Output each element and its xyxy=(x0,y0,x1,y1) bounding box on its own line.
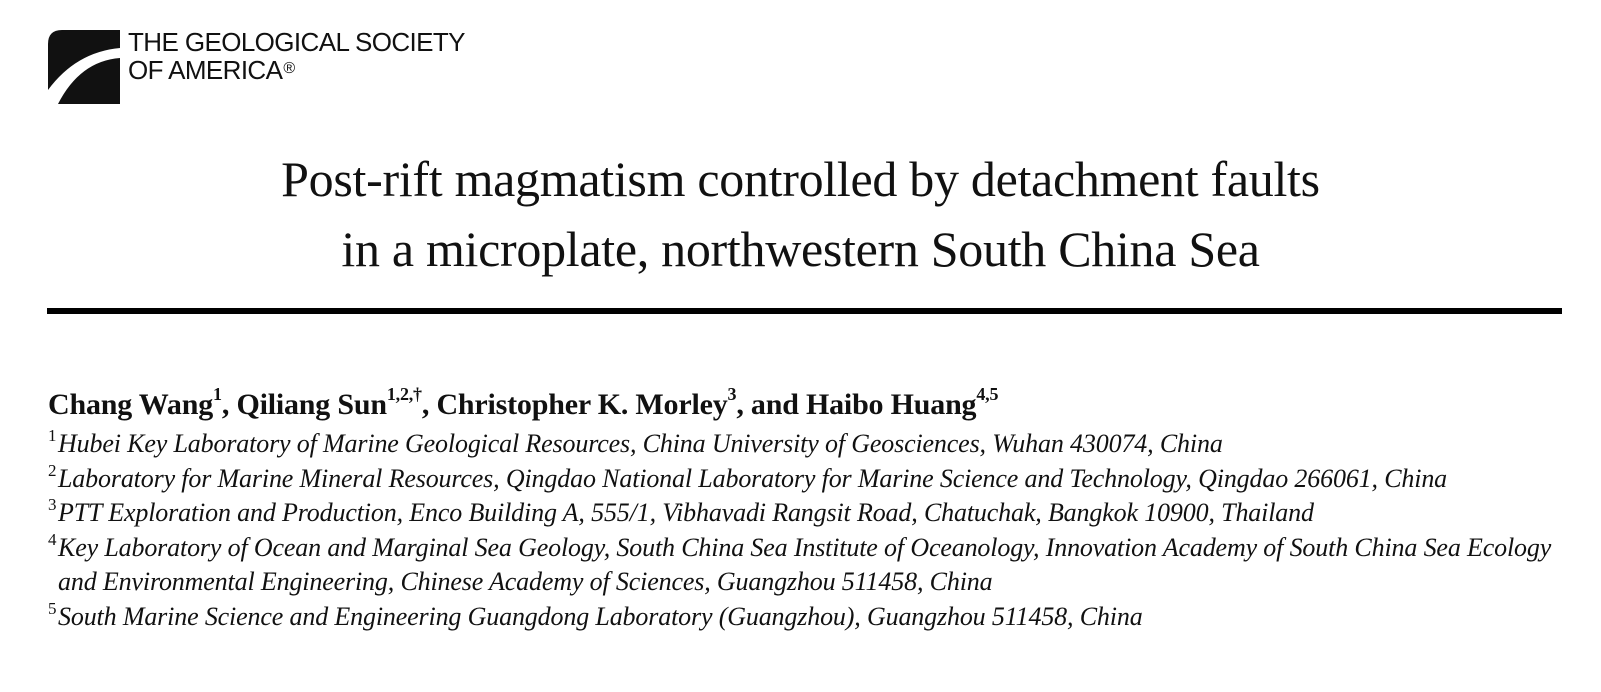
affiliation-item xyxy=(48,600,1568,635)
logo-line-2 xyxy=(128,56,465,84)
logo-line-1: THE GEOLOGICAL SOCIETY xyxy=(128,27,465,57)
author-separator: , xyxy=(421,388,437,421)
author-name: Chang Wang xyxy=(48,388,214,421)
affiliation-number: 1 xyxy=(48,426,57,445)
affiliation-number: 2 xyxy=(48,460,57,480)
affiliation-number: 4 xyxy=(48,529,57,549)
affiliation-text: Key Laboratory of Ocean and Marginal Sea Geology, South China Sea Institute of Oceanology, Innovation Academy of South China Sea Ecology and Environmental Engineering, Chinese Academy of Sciences, Guangzhou 511458, China xyxy=(58,532,1552,596)
author-name: Haibo Huang xyxy=(806,388,977,421)
gsa-arc-logo-icon xyxy=(48,30,120,104)
affiliation-item xyxy=(48,531,1568,600)
affiliation-item xyxy=(48,496,1568,531)
affiliation-text: PTT Exploration and Production, Enco Building A, 555/1, Vibhavadi Rangsit Road, Chatuchak, Bangkok 10900, Thailand xyxy=(58,498,1314,527)
affiliation-number: 5 xyxy=(48,598,57,618)
affiliation-number: 3 xyxy=(48,495,57,514)
paper-title-line-1: Post-rift magmatism controlled by detachment faults xyxy=(281,151,1320,207)
affiliation-list xyxy=(48,427,1568,634)
author-affiliation-marker: 3 xyxy=(727,384,737,404)
author-affiliation-marker: 1,2,† xyxy=(386,384,422,404)
title-divider xyxy=(47,308,1562,314)
affiliation-text: Laboratory for Marine Mineral Resources, Qingdao National Laboratory for Marine Science and Technology, Qingdao 266061, China xyxy=(58,463,1448,493)
gsa-logo-text xyxy=(128,28,465,84)
author-name: Qiliang Sun xyxy=(236,388,387,421)
registered-mark: ® xyxy=(283,60,295,77)
author-separator: , xyxy=(221,388,237,421)
logo-line-2-text: OF AMERICA xyxy=(128,55,283,85)
author-separator: , and xyxy=(736,388,806,421)
affiliation-item xyxy=(48,462,1568,497)
author-list xyxy=(48,384,999,423)
author-name: Christopher K. Morley xyxy=(436,388,728,421)
author-affiliation-marker: 1 xyxy=(213,384,222,404)
author-affiliation-marker: 4,5 xyxy=(976,384,999,404)
affiliation-text: Hubei Key Laboratory of Marine Geological Resources, China University of Geosciences, Wuhan 430074, China xyxy=(58,429,1223,458)
affiliation-text: South Marine Science and Engineering Guangdong Laboratory (Guangzhou), Guangzhou 511458, China xyxy=(58,601,1143,631)
paper-title xyxy=(0,144,1601,284)
gsa-logo xyxy=(48,27,465,104)
affiliation-item xyxy=(48,427,1568,462)
paper-title-line-2: in a microplate, northwestern South China Sea xyxy=(341,221,1260,277)
